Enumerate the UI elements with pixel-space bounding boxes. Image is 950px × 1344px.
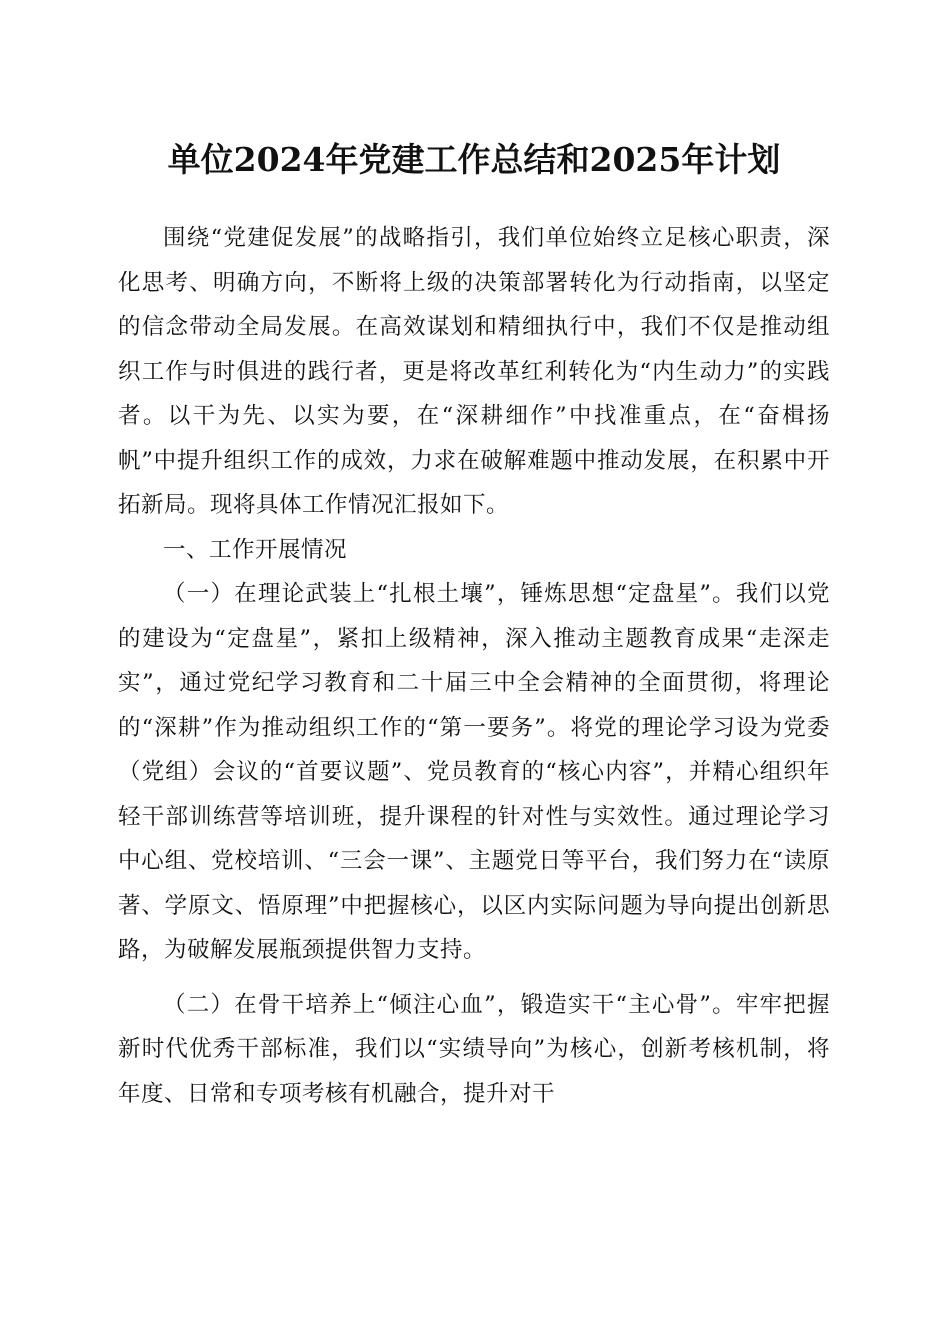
document-title: 单位2024年党建工作总结和2025年计划 <box>167 140 781 179</box>
subsection-cadre-paragraph: （二）在骨干培养上“倾注心血”，锻造实干“主心骨”。牢牢把握新时代优秀干部标准，我们以“实绩导向”为核心，创新考核机制，将年度、日常和专项考核有机融合，提升对干 <box>118 991 830 1107</box>
intro-paragraph: 围绕“党建促发展”的战略指引，我们单位始终立足核心职责，深化思考、明确方向，不断将上级的决策部署转化为行动指南，以坚定的信念带动全局发展。在高效谋划和精细执行中，我们不仅是推动组织工作与时俱进的践行者，更是将改革红利转化为“内生动力”的实践者。以干为先、以实为要，在“深耕细作”中找准重点，在“奋楫扬帆”中提升组织工作的成效，力求在破解难题中推动发展，在积累中开拓新局。现将具体工作情况汇报如下。 <box>118 225 830 518</box>
subsection-theory-paragraph: （一）在理论武装上“扎根土壤”，锤炼思想“定盘星”。我们以党的建设为“定盘星”，紧扣上级精神，深入推动主题教育成果“走深走实”，通过党纪学习教育和二十届三中全会精神的全面贯彻，将理论的“深耕”作为推动组织工作的“第一要务”。将党的理论学习设为党委（党组）会议的“首要议题”、党员教育的“核心内容”，并精心组织年轻干部训练营等培训班，提升课程的针对性与实效性。通过理论学习中心组、党校培训、“三会一课”、主题党日等平台，我们努力在“读原著、学原文、悟原理”中把握核心，以区内实际问题为导向提出创新思路，为破解发展瓶颈提供智力支持。 <box>118 581 830 963</box>
section-heading-work-progress: 一、工作开展情况 <box>163 536 348 563</box>
document-page <box>118 130 830 1116</box>
